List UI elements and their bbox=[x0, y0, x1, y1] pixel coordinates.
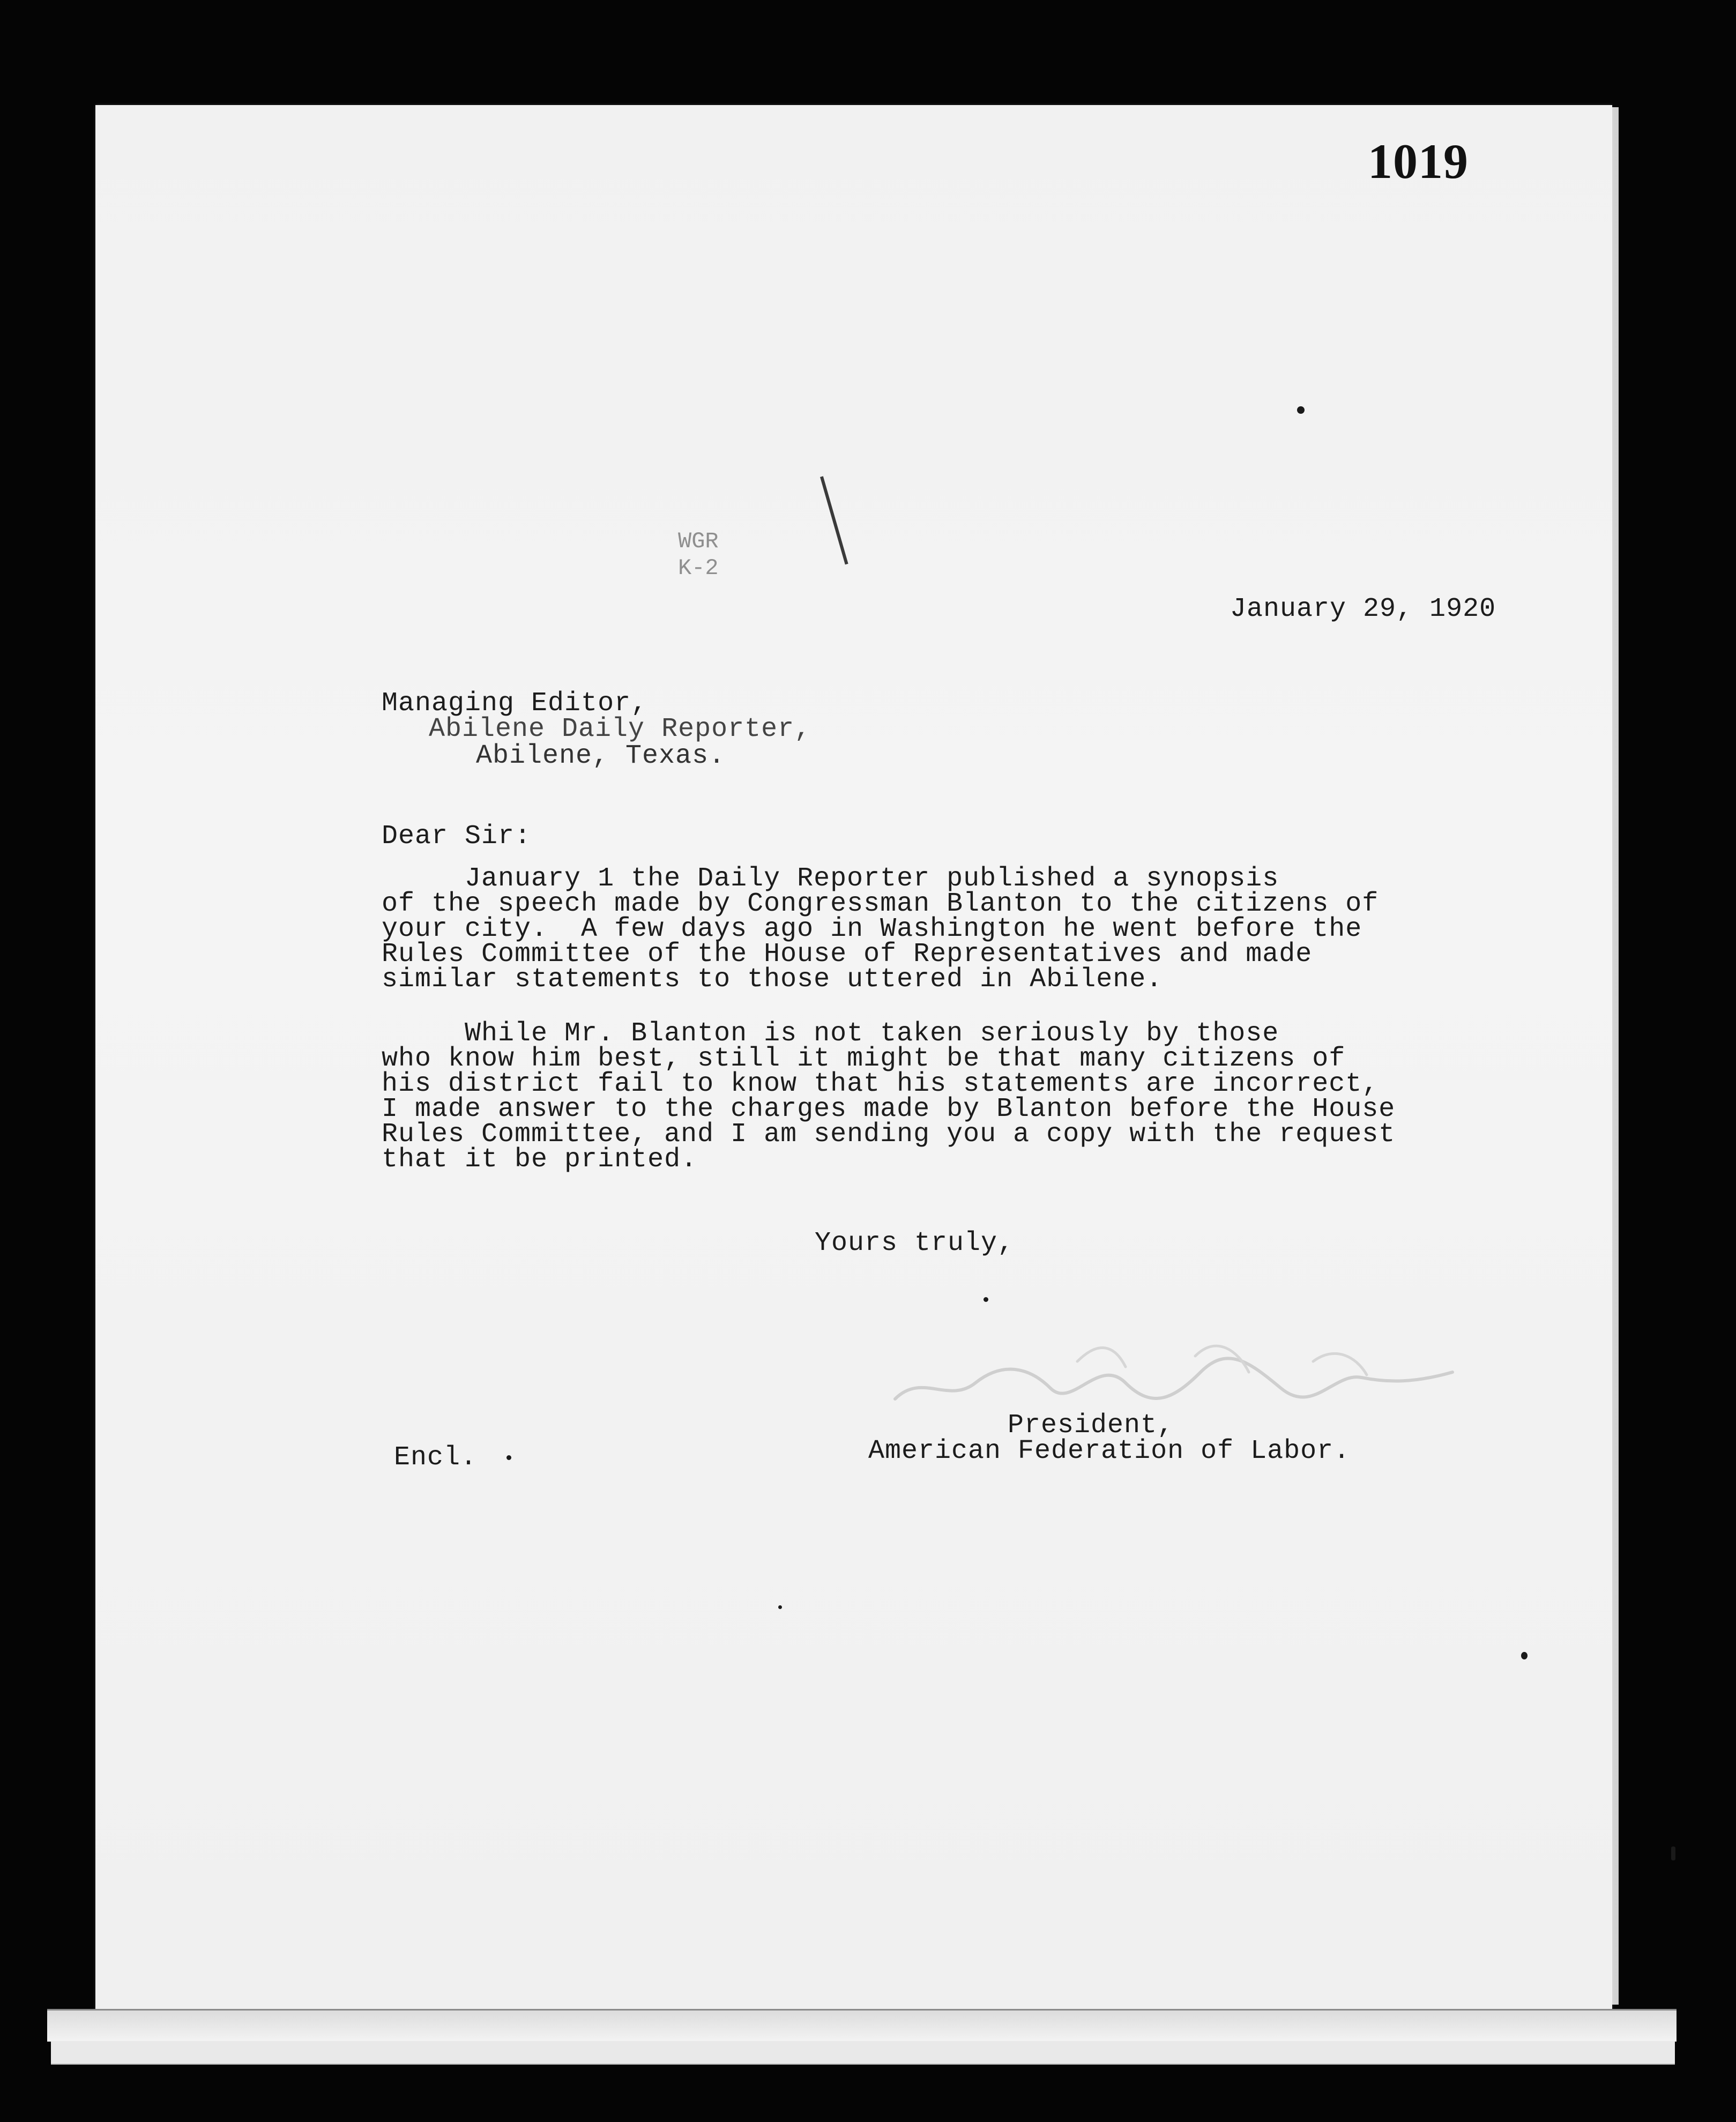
page-number: 1019 bbox=[1368, 134, 1469, 189]
paragraph-1-line: Rules Committee of the House of Representatives and made bbox=[382, 939, 1313, 970]
speck-mark bbox=[778, 1605, 782, 1609]
paragraph-2-line: his district fail to know that his statements are incorrect, bbox=[382, 1069, 1379, 1099]
speck-mark bbox=[1521, 1652, 1528, 1659]
recipient-line-2: Abilene Daily Reporter, bbox=[429, 714, 811, 744]
recipient-line-3: Abilene, Texas. bbox=[476, 741, 726, 771]
reference-line-1: WGR bbox=[678, 528, 719, 554]
speck-mark bbox=[1297, 406, 1305, 414]
recipient-line-1: Managing Editor, bbox=[382, 688, 648, 719]
paragraph-1-line: your city. A few days ago in Washington he went before the bbox=[382, 914, 1362, 944]
paragraph-1-line: of the speech made by Congressman Blanton to the citizens of bbox=[382, 889, 1379, 919]
signature-title: President, bbox=[1008, 1410, 1174, 1441]
bottom-page-strip bbox=[47, 2009, 1677, 2042]
salutation: Dear Sir: bbox=[382, 821, 532, 852]
closing: Yours truly, bbox=[815, 1228, 1015, 1259]
enclosure-note: Encl. bbox=[394, 1442, 478, 1473]
reference-line-2: K-2 bbox=[678, 555, 719, 581]
bottom-page-strip-lower bbox=[51, 2041, 1675, 2065]
paragraph-2-line: While Mr. Blanton is not taken seriously by those bbox=[382, 1018, 1279, 1049]
organization-name: American Federation of Labor. bbox=[868, 1436, 1351, 1466]
body-paragraph-2 bbox=[382, 1018, 1396, 1175]
speck-mark bbox=[984, 1297, 988, 1302]
body-paragraph-1 bbox=[382, 863, 1379, 995]
paragraph-2-line: I made answer to the charges made by Blanton before the House bbox=[382, 1094, 1396, 1125]
speck-mark bbox=[1671, 1846, 1675, 1860]
paragraph-2-line: Rules Committee, and I am sending you a copy with the request bbox=[382, 1119, 1396, 1150]
paragraph-2-line: who know him best, still it might be that many citizens of bbox=[382, 1044, 1346, 1074]
letter-date: January 29, 1920 bbox=[1230, 594, 1496, 624]
paragraph-1-line: January 1 the Daily Reporter published a synopsis bbox=[382, 863, 1279, 894]
reference-initials bbox=[678, 528, 719, 582]
faint-signature bbox=[874, 1324, 1506, 1420]
paragraph-1-line: similar statements to those uttered in Abilene. bbox=[382, 964, 1163, 995]
speck-mark bbox=[506, 1455, 511, 1460]
paragraph-2-line: that it be printed. bbox=[382, 1144, 698, 1175]
